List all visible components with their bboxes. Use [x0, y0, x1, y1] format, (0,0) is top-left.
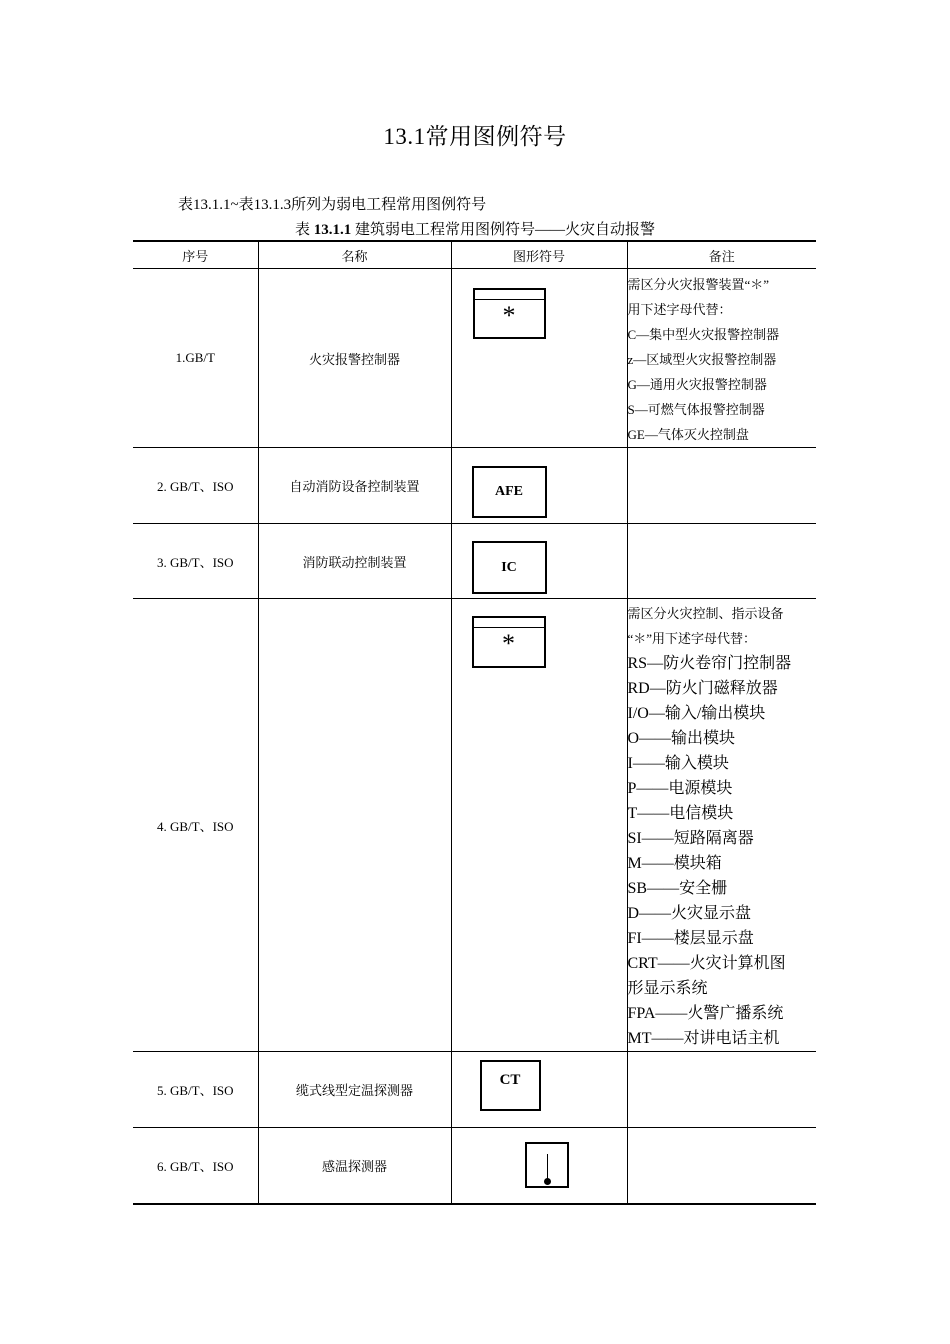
row-notes: [627, 1128, 816, 1204]
row-name: 感温探测器: [258, 1128, 451, 1204]
note-line: I——输入模块: [627, 755, 729, 772]
table-row: [133, 524, 816, 599]
note-line: FI——楼层显示盘: [627, 930, 754, 947]
symbol-divider: [475, 299, 544, 300]
header-notes: 备注: [627, 241, 816, 269]
detector-dot: [544, 1178, 551, 1185]
row-name: 缆式线型定温探测器: [258, 1052, 451, 1128]
note-line: SB——安全栅: [627, 880, 728, 897]
table-row: [133, 269, 816, 448]
table-row: [133, 599, 816, 1052]
caption-text: 建筑弱电工程常用图例符号——火灾自动报警: [351, 222, 656, 238]
ct-symbol-icon: CT: [480, 1060, 541, 1111]
table-header-row: [133, 241, 816, 269]
note-line: RD—防火门磁释放器: [627, 680, 778, 697]
note-line: P——电源模块: [627, 780, 733, 797]
row-symbol: [451, 448, 627, 524]
note-line: M——模块箱: [627, 855, 722, 872]
note-line: I/O—输入/输出模块: [627, 705, 766, 722]
note-line: 需区分火灾控制、指示设备: [627, 606, 784, 621]
note-line: C—集中型火灾报警控制器: [627, 327, 780, 342]
note-line: S—可燃气体报警控制器: [627, 402, 765, 417]
note-line: 需区分火灾报警装置“＊”: [627, 277, 770, 292]
symbol-star: *: [502, 301, 516, 330]
detector-stem: [547, 1154, 548, 1180]
ic-symbol-icon: IC: [472, 541, 547, 594]
row-code: 2. GB/T、ISO: [133, 448, 258, 524]
table-caption: [0, 218, 950, 239]
note-line: MT——对讲电话主机: [627, 1030, 780, 1047]
symbol-star: *: [502, 629, 515, 658]
note-line: CRT——火灾计算机图: [627, 955, 786, 972]
header-index: 序号: [133, 241, 258, 269]
row-notes: [627, 524, 816, 599]
note-line: z—区域型火灾报警控制器: [627, 352, 777, 367]
row-symbol: [451, 1128, 627, 1204]
header-symbol: 图形符号: [451, 241, 627, 269]
caption-number: 13.1.1: [313, 222, 352, 238]
row-symbol: [451, 524, 627, 599]
symbol-divider: [474, 627, 544, 628]
row-notes: [627, 1052, 816, 1128]
fire-alarm-controller-symbol-icon: [473, 288, 546, 339]
note-line: G—通用火灾报警控制器: [627, 377, 767, 392]
fire-control-indicator-symbol-icon: [472, 616, 546, 668]
heat-detector-symbol-icon: [525, 1142, 569, 1188]
note-line: RS—防火卷帘门控制器: [627, 655, 792, 672]
row-name: [258, 599, 451, 1052]
row-symbol: [451, 1052, 627, 1128]
row-code: 3. GB/T、ISO: [133, 524, 258, 599]
note-line: T——电信模块: [627, 805, 734, 822]
legend-table: [133, 240, 816, 1205]
note-line: FPA——火警广播系统: [627, 1005, 784, 1022]
row-name: 消防联动控制装置: [258, 524, 451, 599]
row-code: 1.GB/T: [133, 269, 258, 448]
page-title: 13.1常用图例符号: [383, 124, 567, 149]
row-symbol: [451, 269, 627, 448]
row-name: 火灾报警控制器: [258, 269, 451, 448]
table-row: [133, 1052, 816, 1128]
header-name: 名称: [258, 241, 451, 269]
row-code: 5. GB/T、ISO: [133, 1052, 258, 1128]
row-code: 4. GB/T、ISO: [133, 599, 258, 1052]
row-symbol: [451, 599, 627, 1052]
note-line: SI——短路隔离器: [627, 830, 754, 847]
row-name: 自动消防设备控制装置: [258, 448, 451, 524]
row-notes: [627, 448, 816, 524]
row-notes: [627, 269, 816, 448]
note-line: O——输出模块: [627, 730, 736, 747]
intro-text: 表13.1.1~表13.1.3所列为弱电工程常用图例符号: [178, 197, 487, 213]
note-line: GE—气体灭火控制盘: [627, 427, 749, 442]
note-line: D——火灾显示盘: [627, 905, 752, 922]
note-line: “＊”用下述字母代替：: [627, 631, 757, 646]
caption-prefix: 表: [294, 222, 314, 238]
afe-symbol-icon: AFE: [472, 466, 547, 518]
note-line: 形显示系统: [627, 980, 708, 997]
table-row: [133, 448, 816, 524]
row-notes: [627, 599, 816, 1052]
note-line: 用下述字母代替：: [627, 302, 732, 317]
row-code: 6. GB/T、ISO: [133, 1128, 258, 1204]
table-row: [133, 1128, 816, 1204]
